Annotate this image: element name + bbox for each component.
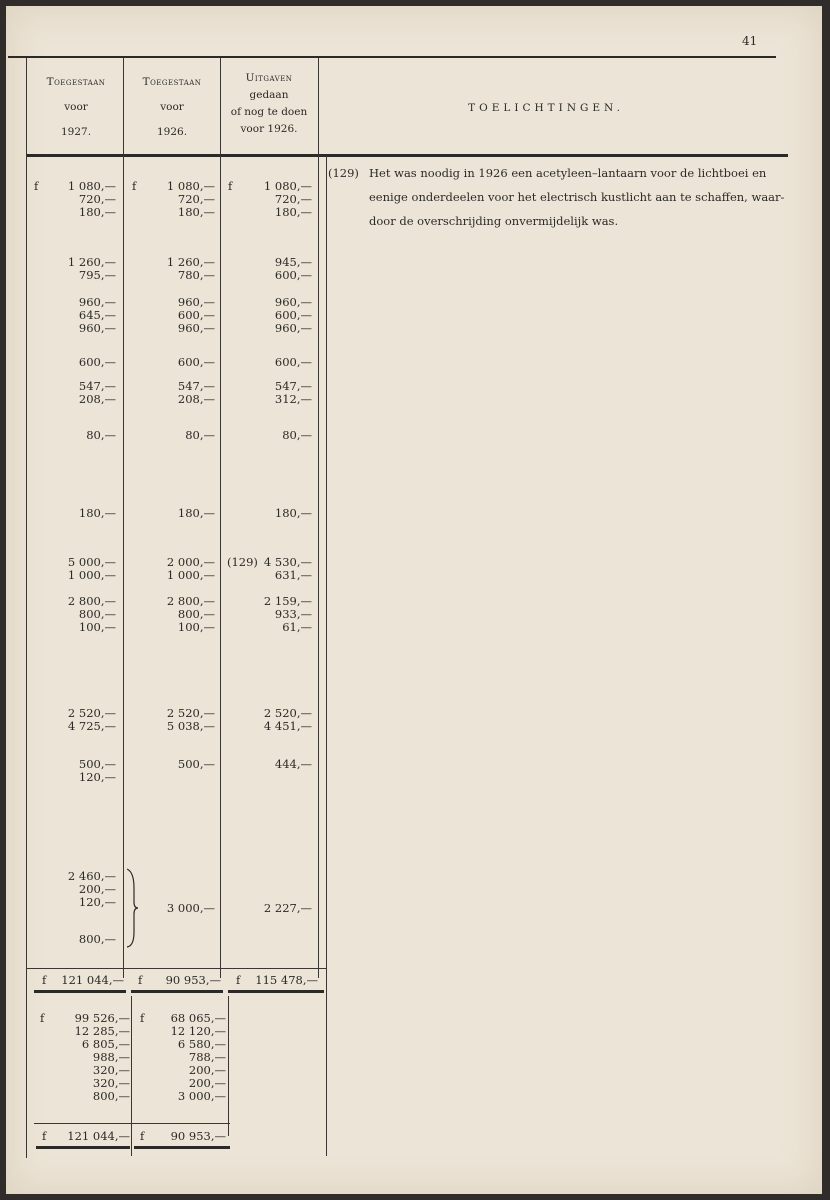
page-number: 41 xyxy=(742,34,758,48)
amount-1927: 2 800,— xyxy=(67,594,116,608)
total-1927: 121 044,— xyxy=(61,973,124,987)
rule-left xyxy=(26,58,27,1158)
currency-symbol: f xyxy=(42,973,47,987)
amount-1927: 800,— xyxy=(78,607,116,621)
amount-1927: 1 260,— xyxy=(67,255,116,269)
header-rule xyxy=(26,154,788,157)
explanation-ref: (129) xyxy=(328,166,359,180)
amount-1927: 100,— xyxy=(78,620,116,634)
currency-symbol: f xyxy=(236,973,241,987)
amount-spent-1926: 312,— xyxy=(274,392,312,406)
amount-spent-1926: 600,— xyxy=(274,308,312,322)
page xyxy=(6,6,822,1194)
amount-1926: 960,— xyxy=(177,321,215,335)
amount-1927: 5 000,— xyxy=(67,555,116,569)
amount-1927: 4 725,— xyxy=(67,719,116,733)
total-rule-3 xyxy=(228,990,324,993)
amount-spent-1926: 631,— xyxy=(274,568,312,582)
rule-col4 xyxy=(326,156,327,1156)
amount-1927: 180,— xyxy=(78,205,116,219)
total-rule-2 xyxy=(131,990,223,993)
summary-1926: 200,— xyxy=(188,1063,226,1077)
summary-1927: 12 285,— xyxy=(74,1024,130,1038)
currency-symbol: f xyxy=(40,1011,45,1025)
currency-symbol: f xyxy=(34,179,39,193)
amount-spent-1926: 933,— xyxy=(274,607,312,621)
brace-amount-1926: 3 000,— xyxy=(166,901,215,915)
explanation-line-1: Het was noodig in 1926 een acetyleen–lantaarn voor de lichtboei en xyxy=(369,166,767,180)
amount-spent-1926: 960,— xyxy=(274,321,312,335)
amount-1926: 180,— xyxy=(177,506,215,520)
summary-1926: 200,— xyxy=(188,1076,226,1090)
amount-spent-1926: 4 530,— xyxy=(263,555,312,569)
currency-symbol: f xyxy=(140,1011,145,1025)
summary-1926: 3 000,— xyxy=(177,1089,226,1103)
totals-top-rule xyxy=(26,968,326,969)
amount-spent-1926: 2 159,— xyxy=(263,594,312,608)
total-rule-1 xyxy=(34,990,126,993)
amount-spent-1926: 1 080,— xyxy=(263,179,312,193)
rule-col1 xyxy=(123,58,124,978)
amount-1926: 600,— xyxy=(177,355,215,369)
amount-1927: 960,— xyxy=(78,295,116,309)
amount-1926: 2 520,— xyxy=(166,706,215,720)
summary-1927: 320,— xyxy=(92,1063,130,1077)
amount-1927: 645,— xyxy=(78,308,116,322)
amount-spent-1926: 720,— xyxy=(274,192,312,206)
currency-symbol: f xyxy=(132,179,137,193)
rule-summary-1 xyxy=(131,996,132,1156)
amount-1927: 1 000,— xyxy=(67,568,116,582)
amount-1927: 500,— xyxy=(78,757,116,771)
amount-spent-1926: 600,— xyxy=(274,268,312,282)
amount-1927: 795,— xyxy=(78,268,116,282)
amount-1926: 180,— xyxy=(177,205,215,219)
amount-1926: 208,— xyxy=(177,392,215,406)
amount-spent-1926: 547,— xyxy=(274,379,312,393)
amount-1926: 500,— xyxy=(177,757,215,771)
amount-1927: 800,— xyxy=(78,932,116,946)
summary-1926: 12 120,— xyxy=(170,1024,226,1038)
amount-1927: 2 460,— xyxy=(67,869,116,883)
amount-1927: 547,— xyxy=(78,379,116,393)
explanation-line-2: eenige onderdeelen voor het electrisch kustlicht aan te schaffen, waar- xyxy=(369,190,785,204)
amount-1926: 960,— xyxy=(177,295,215,309)
amount-1927: 2 520,— xyxy=(67,706,116,720)
amount-1927: 1 080,— xyxy=(67,179,116,193)
amount-1926: 600,— xyxy=(177,308,215,322)
rule-col2 xyxy=(220,58,221,978)
header-col2: Toegestaan voor 1926. xyxy=(142,76,202,138)
amount-1927: 80,— xyxy=(86,428,116,442)
amount-1926: 2 800,— xyxy=(166,594,215,608)
summary-total-1926: 90 953,— xyxy=(170,1129,226,1143)
amount-1926: 547,— xyxy=(177,379,215,393)
amount-1926: 720,— xyxy=(177,192,215,206)
amount-1927: 208,— xyxy=(78,392,116,406)
amount-1926: 2 000,— xyxy=(166,555,215,569)
explanation-line-3: door de overschrijding onvermijdelijk was. xyxy=(369,214,619,228)
rule-summary-2 xyxy=(228,996,229,1136)
amount-1926: 100,— xyxy=(177,620,215,634)
amount-1927: 960,— xyxy=(78,321,116,335)
total-spent: 115 478,— xyxy=(255,973,318,987)
summary-1926: 6 580,— xyxy=(177,1037,226,1051)
amount-spent-1926: 180,— xyxy=(274,205,312,219)
note-ref: (129) xyxy=(227,555,258,569)
summary-1927: 6 805,— xyxy=(81,1037,130,1051)
currency-symbol: f xyxy=(228,179,233,193)
summary-total-top-rule xyxy=(34,1123,230,1124)
currency-symbol: f xyxy=(138,973,143,987)
amount-spent-1926: 600,— xyxy=(274,355,312,369)
summary-1927: 800,— xyxy=(92,1089,130,1103)
amount-1927: 200,— xyxy=(78,882,116,896)
amount-1926: 5 038,— xyxy=(166,719,215,733)
amount-spent-1926: 180,— xyxy=(274,506,312,520)
amount-1927: 720,— xyxy=(78,192,116,206)
amount-1926: 1 000,— xyxy=(166,568,215,582)
brace-amount-spent: 2 227,— xyxy=(263,901,312,915)
header-col4: TOELICHTINGEN. xyxy=(468,102,624,114)
brace xyxy=(125,868,139,948)
summary-total-1927: 121 044,— xyxy=(67,1129,130,1143)
amount-1926: 1 080,— xyxy=(166,179,215,193)
amount-1926: 800,— xyxy=(177,607,215,621)
currency-symbol: f xyxy=(42,1129,47,1143)
summary-1927: 988,— xyxy=(92,1050,130,1064)
header-col3: Uitgaven gedaan of nog te doen voor 1926. xyxy=(230,72,308,135)
amount-1927: 120,— xyxy=(78,770,116,784)
summary-1926: 68 065,— xyxy=(170,1011,226,1025)
amount-1926: 80,— xyxy=(185,428,215,442)
summary-total-rule-2 xyxy=(134,1146,230,1149)
header-col1: Toegestaan voor 1927. xyxy=(46,76,106,138)
summary-1926: 788,— xyxy=(188,1050,226,1064)
amount-1927: 120,— xyxy=(78,895,116,909)
amount-1927: 180,— xyxy=(78,506,116,520)
amount-spent-1926: 2 520,— xyxy=(263,706,312,720)
total-1926: 90 953,— xyxy=(165,973,221,987)
rule-col3 xyxy=(318,58,319,978)
amount-1926: 780,— xyxy=(177,268,215,282)
amount-spent-1926: 4 451,— xyxy=(263,719,312,733)
amount-1926: 1 260,— xyxy=(166,255,215,269)
currency-symbol: f xyxy=(140,1129,145,1143)
summary-1927: 99 526,— xyxy=(74,1011,130,1025)
summary-1927: 320,— xyxy=(92,1076,130,1090)
amount-spent-1926: 80,— xyxy=(282,428,312,442)
amount-1927: 600,— xyxy=(78,355,116,369)
amount-spent-1926: 61,— xyxy=(282,620,312,634)
amount-spent-1926: 945,— xyxy=(274,255,312,269)
summary-total-rule-1 xyxy=(36,1146,130,1149)
amount-spent-1926: 960,— xyxy=(274,295,312,309)
amount-spent-1926: 444,— xyxy=(274,757,312,771)
